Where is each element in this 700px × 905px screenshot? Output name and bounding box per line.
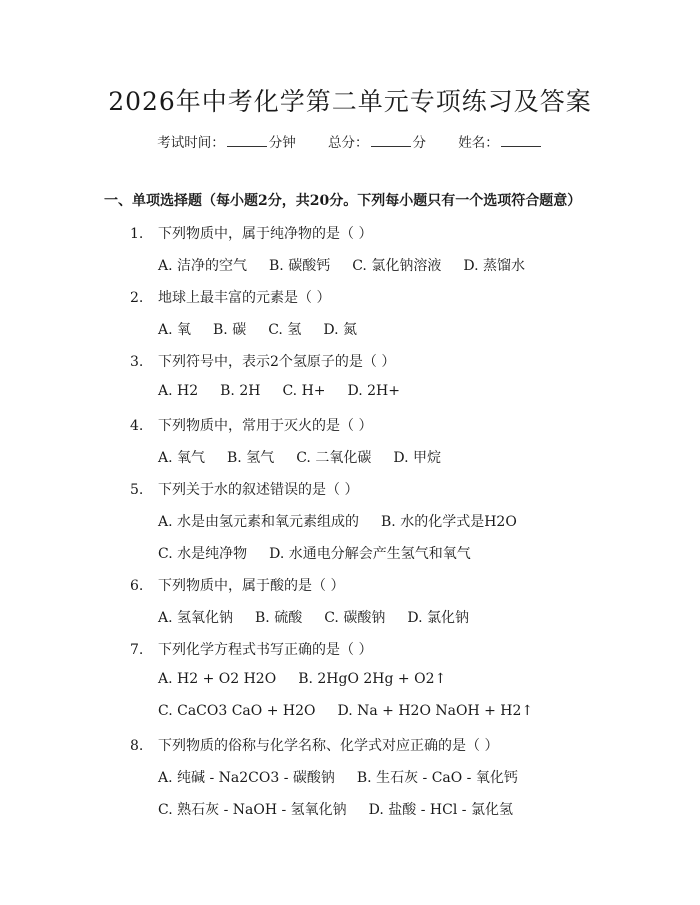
option-choice[interactable]: D. 蒸馏水 — [463, 258, 525, 274]
name-blank[interactable] — [501, 134, 541, 147]
question-number: 8. — [130, 738, 144, 754]
option-choice[interactable]: B. 碳 — [213, 322, 247, 338]
score-label: 总分： — [328, 135, 369, 151]
question-number: 1. — [130, 226, 144, 242]
option-choice[interactable]: D. 甲烷 — [393, 450, 441, 466]
score-blank[interactable] — [371, 134, 411, 147]
option-choice[interactable]: D. 盐酸 - HCl - 氯化氢 — [368, 802, 513, 818]
time-blank[interactable] — [227, 134, 267, 147]
question-text: 下列物质中，属于酸的是（ ） — [158, 578, 345, 594]
options-row — [158, 447, 463, 467]
option-choice[interactable]: D. 2H+ — [347, 383, 400, 399]
option-choice[interactable]: C. CaCO3 CaO + H2O — [158, 703, 316, 719]
option-choice[interactable]: A. 氢氧化钠 — [158, 610, 234, 626]
question-4 — [130, 415, 372, 435]
question-number: 5. — [130, 482, 144, 498]
option-choice[interactable]: C. 二氧化碳 — [296, 450, 372, 466]
option-choice[interactable]: B. 氢气 — [227, 450, 275, 466]
options-row — [158, 543, 493, 563]
option-choice[interactable]: A. 洁净的空气 — [158, 258, 248, 274]
option-choice[interactable]: D. 氮 — [323, 322, 357, 338]
question-2 — [130, 287, 330, 307]
options-row — [158, 607, 491, 627]
option-choice[interactable]: C. 氢 — [268, 322, 302, 338]
exam-meta — [0, 131, 700, 151]
option-choice[interactable]: D. 水通电分解会产生氢气和氧气 — [269, 546, 471, 562]
option-choice[interactable]: B. 水的化学式是H2O — [381, 514, 517, 530]
option-choice[interactable]: C. 氯化钠溶液 — [352, 258, 442, 274]
section-heading: 一、单项选择题（每小题2分，共20分。下列每小题只有一个选项符合题意） — [104, 193, 582, 209]
time-label: 考试时间： — [157, 135, 225, 151]
option-choice[interactable]: C. H+ — [282, 383, 326, 399]
options-row — [158, 319, 379, 339]
option-choice[interactable]: B. 2HgO 2Hg + O2↑ — [298, 671, 447, 687]
time-unit: 分钟 — [268, 135, 296, 151]
question-8 — [130, 735, 498, 755]
option-choice[interactable]: A. H2 — [158, 383, 199, 399]
option-choice[interactable]: D. 氯化钠 — [407, 610, 469, 626]
question-number: 7. — [130, 642, 144, 658]
question-text: 下列关于水的叙述错误的是（ ） — [158, 482, 359, 498]
option-choice[interactable]: D. Na + H2O NaOH + H2↑ — [337, 703, 534, 719]
question-text: 下列化学方程式书写正确的是（ ） — [158, 642, 373, 658]
options-row — [158, 511, 539, 531]
option-choice[interactable]: A. 水是由氢元素和氧元素组成的 — [158, 514, 360, 530]
question-number: 6. — [130, 578, 144, 594]
option-choice[interactable]: B. 2H — [220, 383, 261, 399]
question-6 — [130, 575, 344, 595]
question-text: 地球上最丰富的元素是（ ） — [158, 290, 331, 306]
options-row — [158, 703, 555, 719]
question-text: 下列物质中，常用于灭火的是（ ） — [158, 418, 373, 434]
question-number: 4. — [130, 418, 144, 434]
options-row — [158, 383, 422, 399]
options-row — [158, 671, 468, 687]
question-text: 下列物质的俗称与化学名称、化学式对应正确的是（ ） — [158, 738, 499, 754]
question-text: 下列符号中，表示2个氢原子的是（ ） — [158, 354, 396, 370]
name-label: 姓名： — [458, 135, 499, 151]
option-choice[interactable]: C. 水是纯净物 — [158, 546, 248, 562]
options-row — [158, 255, 547, 275]
option-choice[interactable]: A. 氧气 — [158, 450, 206, 466]
option-choice[interactable]: B. 硫酸 — [255, 610, 303, 626]
question-3 — [130, 351, 395, 371]
options-row — [158, 799, 535, 819]
question-1 — [130, 223, 372, 243]
page-title: 2026年中考化学第二单元专项练习及答案 — [108, 87, 592, 116]
question-number: 3. — [130, 354, 144, 370]
option-choice[interactable]: A. H2 + O2 H2O — [158, 671, 277, 687]
exam-time — [157, 131, 296, 151]
option-choice[interactable]: A. 氧 — [158, 322, 192, 338]
exam-name — [458, 131, 543, 151]
score-unit: 分 — [412, 135, 426, 151]
option-choice[interactable]: C. 熟石灰 - NaOH - 氢氧化钠 — [158, 802, 347, 818]
question-5 — [130, 479, 358, 499]
option-choice[interactable]: B. 碳酸钙 — [269, 258, 331, 274]
option-choice[interactable]: A. 纯碱 - Na2CO3 - 碳酸钠 — [158, 770, 335, 786]
question-number: 2. — [130, 290, 144, 306]
option-choice[interactable]: C. 碳酸钠 — [324, 610, 386, 626]
options-row — [158, 767, 540, 787]
exam-score — [328, 131, 426, 151]
question-text: 下列物质中，属于纯净物的是（ ） — [158, 226, 373, 242]
question-7 — [130, 639, 372, 659]
option-choice[interactable]: B. 生石灰 - CaO - 氧化钙 — [356, 770, 518, 786]
